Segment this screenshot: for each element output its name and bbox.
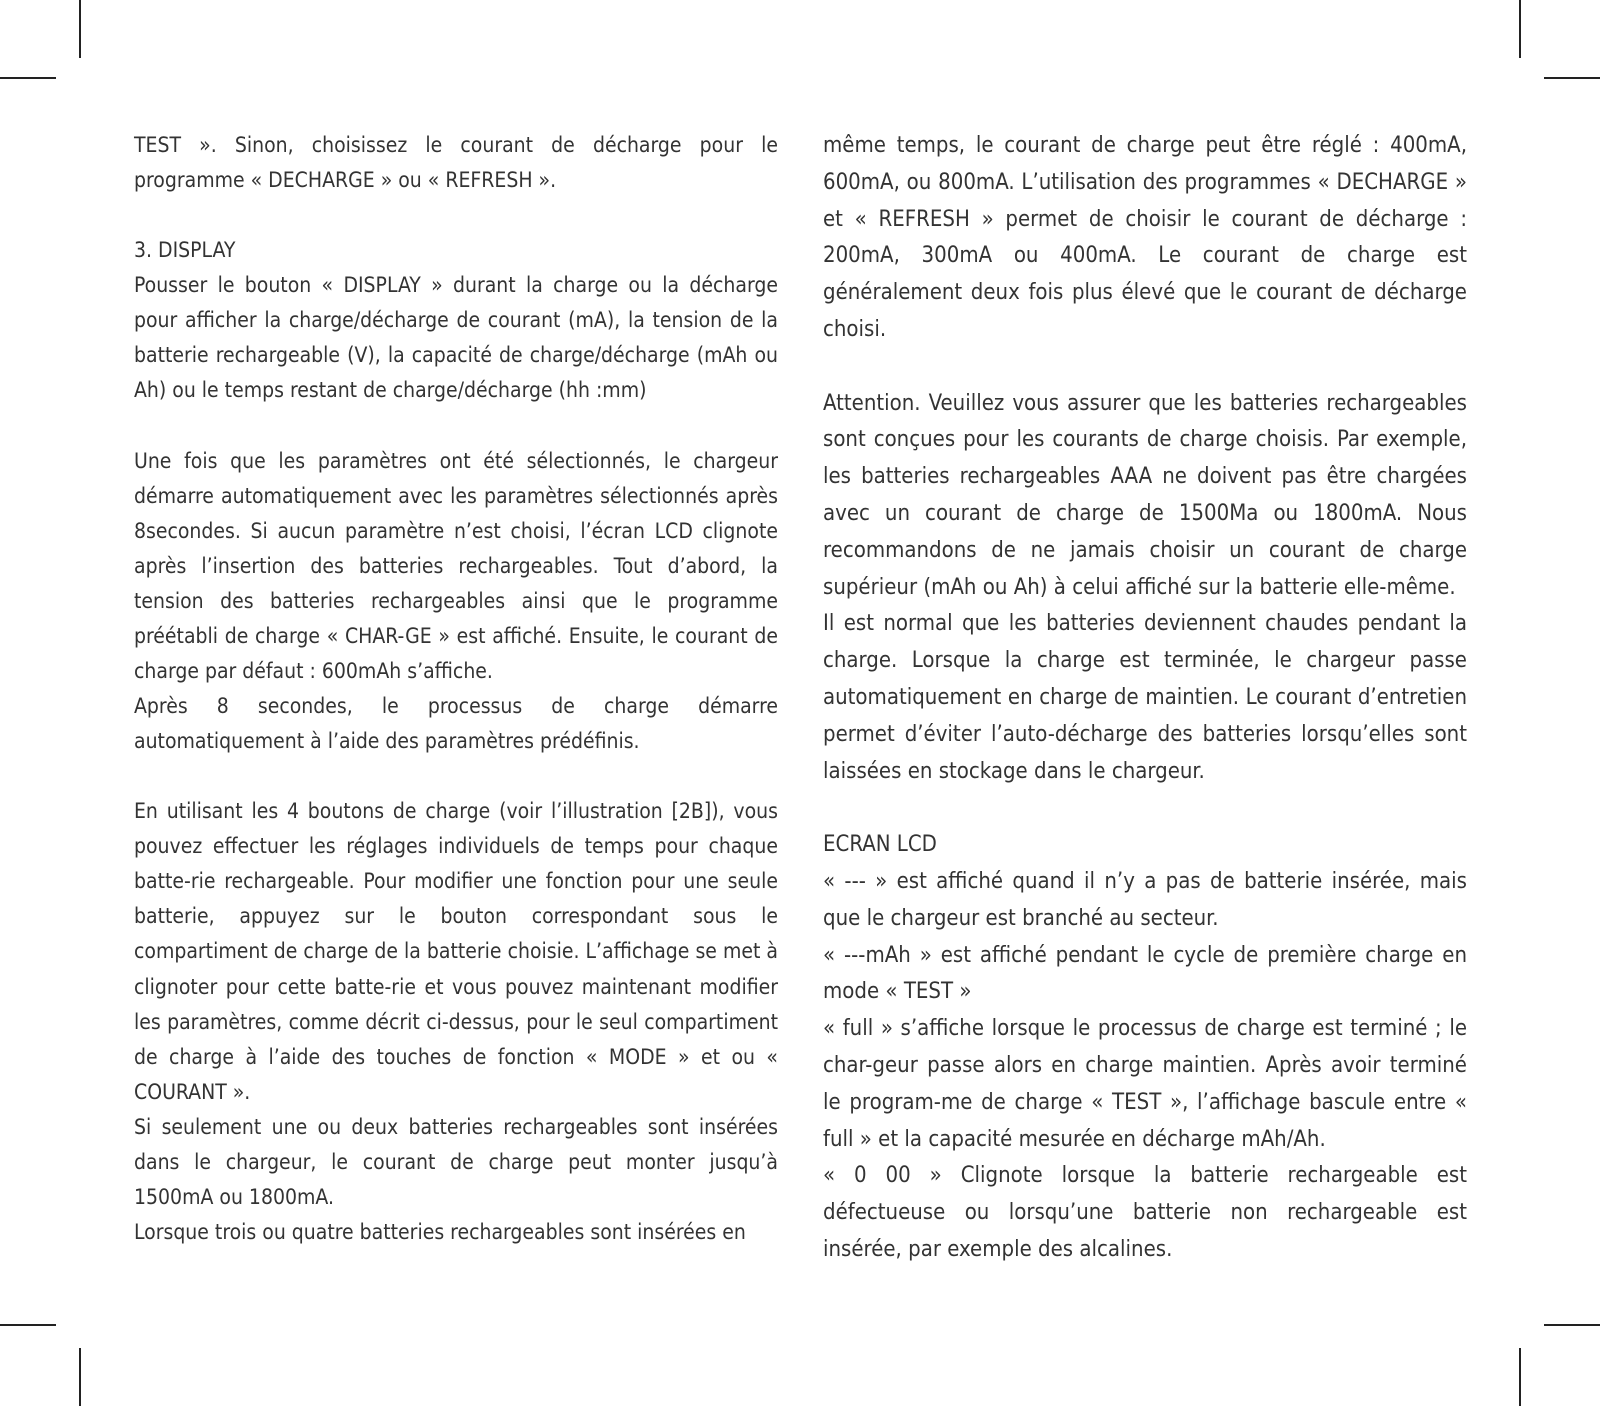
paragraph-one-or-two-batteries: Si seulement une ou deux batteries rechargeables sont insérées dans le chargeur, le courant de charge peut monter jusqu’à 1500mA ou 1800mA. — [134, 1114, 778, 1209]
crop-mark-top-left-horizontal — [0, 77, 56, 79]
crop-mark-top-right-vertical — [1519, 0, 1521, 58]
crop-mark-bottom-right-vertical — [1519, 1348, 1521, 1406]
right-column — [823, 128, 1467, 1269]
paragraph-test-continuation: TEST ». Sinon, choisissez le courant de décharge pour le programme « DECHARGE » ou « REFRESH ». — [134, 133, 778, 193]
spacer — [823, 349, 1467, 386]
spacer — [823, 790, 1467, 827]
paragraph-batteries-warm: Il est normal que les batteries deviennent chaudes pendant la charge. Lorsque la charge est terminée, le chargeur passe automatiquement en charge de maintien. Le courant d’entretien permet d’éviter l’auto-décharge des batteries lorsqu’elles sont laissées en stockage dans le chargeur. — [823, 611, 1467, 784]
crop-mark-bottom-left-horizontal — [0, 1324, 56, 1326]
heading-display: 3. DISPLAY — [134, 238, 236, 263]
crop-mark-bottom-left-vertical — [79, 1348, 81, 1406]
paragraph-auto-start: Une fois que les paramètres ont été sélectionnés, le chargeur démarre automatiquement avec les paramètres sélectionnés après 8secondes. Si aucun paramètre n’est choisi, l’écran LCD clignote après l’insertion des batteries rechargeables. Tout d’abord, la tension des batteries rechargeables ainsi que le programme préétabli de charge « CHAR-GE » est affiché. Ensuite, le courant de charge par défaut : 600mAh s’affiche. — [134, 448, 778, 683]
paragraph-lcd-full: « full » s’affiche lorsque le processus de charge est terminé ; le char-geur passe alors en charge maintien. Après avoir terminé le program-me de charge « TEST », l’affichage bascule entre « full » et la capacité mesurée en décharge mAh/Ah. — [823, 1016, 1467, 1152]
paragraph-three-or-four-batteries: Lorsque trois ou quatre batteries rechargeables sont insérées en — [134, 1219, 746, 1244]
paragraph-charge-buttons: En utilisant les 4 boutons de charge (voir l’illustration [2B]), vous pouvez effectuer les réglages individuels de temps pour chaque batte-rie rechargeable. Pour modifier une fonction pour une seule batterie, appuyez sur le bouton correspondant sous le compartiment de charge de la batterie choisie. L’affichage se met à clignoter pour cette batte-rie et vous pouvez maintenant modifier les paramètres, comme décrit ci-dessus, pour le seul compartiment de charge à l’aide des touches de fonction « MODE » et ou « COURANT ». — [134, 799, 778, 1104]
paragraph-display-button: Pousser le bouton « DISPLAY » durant la charge ou la décharge pour afficher la charge/décharge de courant (mA), la tension de la batterie rechargeable (V), la capacité de charge/décharge (mAh ou Ah) ou le temps restant de charge/décharge (hh :mm) — [134, 273, 778, 403]
left-column — [134, 128, 778, 1250]
heading-ecran-lcd: ECRAN LCD — [823, 832, 937, 858]
paragraph-lcd-no-battery: « --- » est affiché quand il n’y a pas de batterie insérée, mais que le chargeur est branché au secteur. — [823, 868, 1467, 931]
paragraph-attention: Attention. Veuillez vous assurer que les batteries rechargeables sont conçues pour les courants de charge choisis. Par exemple, les batteries rechargeables AAA ne doivent pas être chargées avec un courant de charge de 1500Ma ou 1800mA. Nous recommandons de ne jamais choisir un courant de charge supérieur (mAh ou Ah) à celui affiché sur la batterie elle-même. — [823, 390, 1467, 600]
paragraph-lcd-defective: « 0 00 » Clignote lorsque la batterie rechargeable est défectueuse ou lorsqu’une batterie non rechargeable est insérée, par exemple des alcalines. — [823, 1163, 1467, 1262]
paragraph-lcd-first-charge: « ---mAh » est affiché pendant le cycle de première charge en mode « TEST » — [823, 942, 1467, 1005]
spacer — [134, 759, 778, 794]
paragraph-after-8-seconds: Après 8 secondes, le processus de charge démarre automatiquement à l’aide des paramètres prédéfinis. — [134, 694, 778, 754]
spacer — [134, 198, 778, 233]
crop-mark-top-right-horizontal — [1544, 77, 1600, 79]
crop-mark-bottom-right-horizontal — [1544, 1324, 1600, 1326]
paragraph-charge-current-settings: même temps, le courant de charge peut être réglé : 400mA, 600mA, ou 800mA. L’utilisation des programmes « DECHARGE » et « REFRESH » permet de choisir le courant de décharge : 200mA, 300mA ou 400mA. Le courant de charge est généralement deux fois plus élevé que le courant de décharge choisi. — [823, 133, 1467, 342]
crop-mark-top-left-vertical — [79, 0, 81, 58]
spacer — [134, 409, 778, 444]
